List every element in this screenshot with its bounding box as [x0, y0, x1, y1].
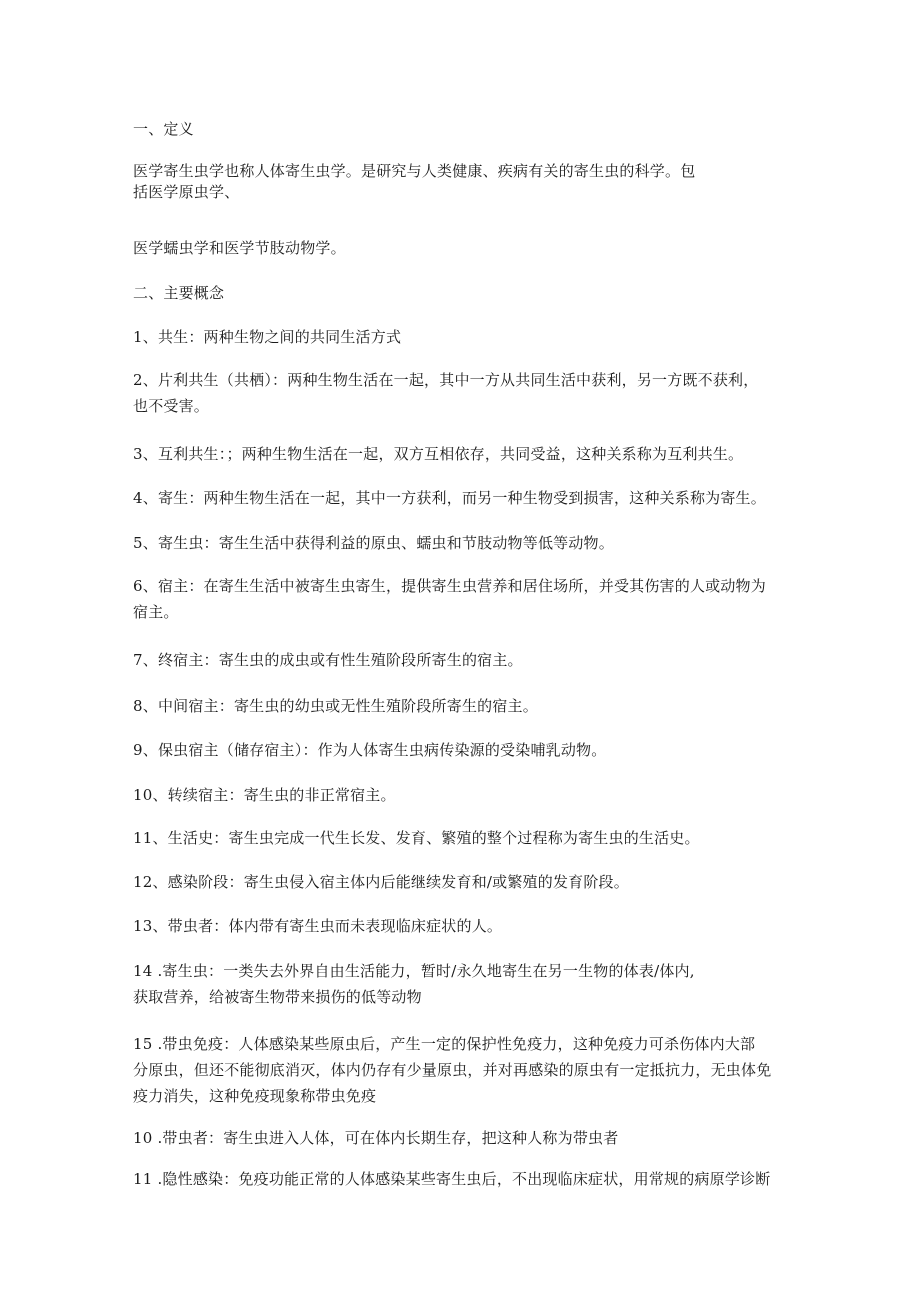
- concept-item-1: 1、共生：两种生物之间的共同生活方式: [133, 328, 402, 346]
- concept-item-17: 11 .隐性感染：免疫功能正常的人体感染某些寄生虫后，不出现临床症状，用常规的病原学诊断: [133, 1170, 771, 1188]
- paragraph-definition-cont: 医学蠕虫学和医学节肢动物学。: [133, 239, 346, 257]
- concept-item-5: 5、寄生虫：寄生生活中获得利益的原虫、蠕虫和节肢动物等低等动物。: [133, 534, 614, 552]
- concept-item-7: 7、终宿主：寄生虫的成虫或有性生殖阶段所寄生的宿主。: [133, 651, 523, 669]
- definition-line-1: 医学寄生虫学也称人体寄生虫学。是研究与人类健康、疾病有关的寄生虫的科学。包: [133, 162, 696, 180]
- concept-item-12: 12、感染阶段：寄生虫侵入宿主体内后能继续发育和/或繁殖的发育阶段。: [133, 873, 629, 891]
- concept-item-9: 9、保虫宿主（储存宿主）：作为人体寄生虫病传染源的受染哺乳动物。: [133, 741, 607, 759]
- paragraph-definition: [133, 161, 783, 203]
- concept-item-13: 13、带虫者：体内带有寄生虫而未表现临床症状的人。: [133, 917, 503, 935]
- definition-line-2: 括医学原虫学、: [133, 183, 240, 201]
- concept-item-8: 8、中间宿主：寄生虫的幼虫或无性生殖阶段所寄生的宿主。: [133, 697, 538, 715]
- concept-item-11: 11、生活史：寄生虫完成一代生长发、发育、繁殖的整个过程称为寄生虫的生活史。: [133, 829, 700, 847]
- concept-item-10: 10、转续宿主：寄生虫的非正常宿主。: [133, 786, 396, 804]
- concept-item-15: 15 .带虫免疫：人体感染某些原虫后，产生一定的保护性免疫力，这种免疫力可杀伤体内大部 分原虫，但还不能彻底消灭，体内仍存有少量原虫，并对再感染的原虫有一定抵抗力，无虫体免 疫力消失，这种免疫现象称带虫免疫: [133, 1035, 772, 1105]
- concept-item-14: 14 .寄生虫：一类失去外界自由生活能力，暂时/永久地寄生在另一生物的体表/体内, 获取营养，给被寄生物带来损伤的低等动物: [133, 962, 695, 1006]
- concept-item-4: 4、寄生：两种生物生活在一起，其中一方获利，而另一种生物受到损害，这种关系称为寄生。: [133, 489, 766, 507]
- concept-item-6: 6、宿主：在寄生生活中被寄生虫寄生，提供寄生虫营养和居住场所，并受其伤害的人或动物为 宿主。: [133, 577, 766, 621]
- concept-item-3: 3、互利共生：；两种生物生活在一起，双方互相依存，共同受益，这种关系称为互利共生。: [133, 445, 744, 463]
- section-heading-concepts: 二、主要概念: [133, 284, 225, 302]
- concept-item-2: 2、片利共生（共栖）：两种生物生活在一起，其中一方从共同生活中获利，另一方既不获利， 也不受害。: [133, 371, 759, 415]
- section-heading-definition: 一、定义: [133, 120, 194, 138]
- concept-item-16: 10 .带虫者：寄生虫进入人体，可在体内长期生存，把这种人称为带虫者: [133, 1129, 619, 1147]
